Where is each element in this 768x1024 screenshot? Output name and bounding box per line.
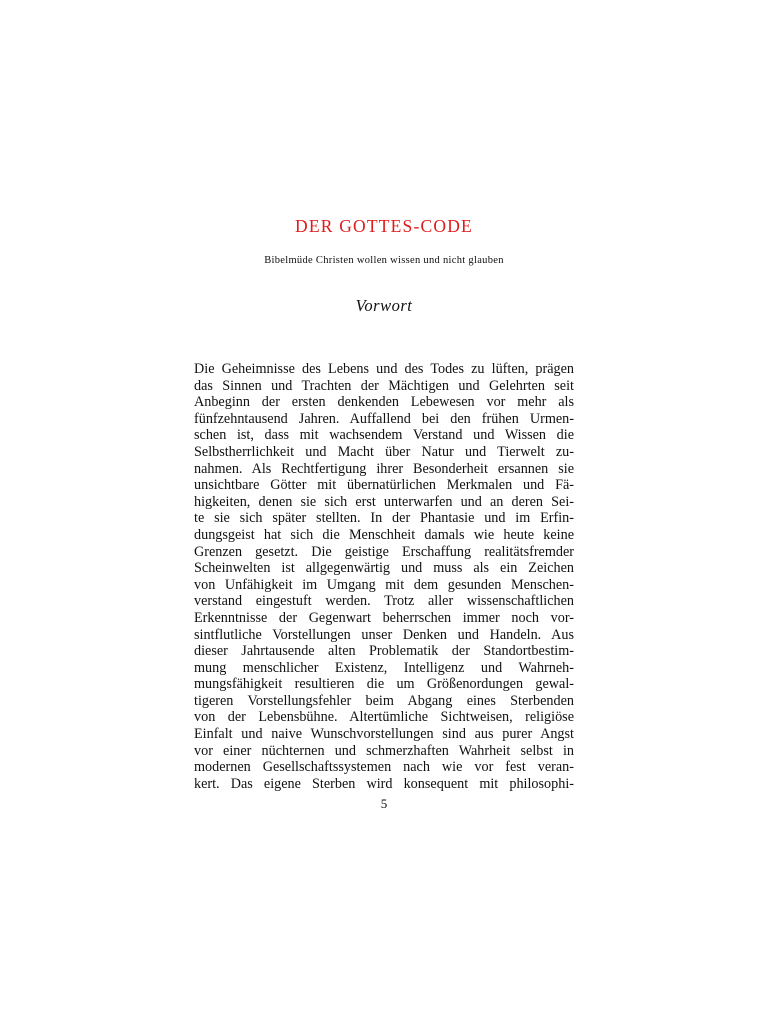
document-title: DER GOTTES-CODE — [295, 216, 473, 236]
text-line: schen ist, dass mit wachsendem Verstand und Wissen die — [194, 427, 574, 444]
text-line: von Unfähigkeit im Umgang mit dem gesunden Menschen- — [194, 576, 574, 593]
text-line: unsichtbare Götter mit übernatürlichen Merkmalen und Fä- — [194, 477, 574, 494]
text-line: mung menschlicher Existenz, Intelligenz und Wahrneh- — [194, 659, 574, 676]
page-number: 5 — [380, 796, 388, 811]
section-heading: Vorwort — [355, 296, 413, 315]
text-line: higkeiten, denen sie sich erst unterwarfen und an deren Sei- — [194, 493, 574, 510]
document-subtitle: Bibelmüde Christen wollen wissen und nicht glauben — [264, 255, 504, 266]
text-line: verstand eingestuft werden. Trotz aller wissenschaftlichen — [194, 593, 574, 610]
text-line: Scheinwelten ist allgegenwärtig und muss als ein Zeichen — [194, 560, 574, 577]
text-line: sintflutliche Vorstellungen unser Denken und Handeln. Aus — [194, 626, 574, 643]
text-line: dieser Jahrtausende alten Problematik der Standortbestim- — [194, 643, 574, 660]
text-line: modernen Gesellschaftssystemen nach wie vor fest veran- — [194, 759, 574, 776]
text-line: nahmen. Als Rechtfertigung ihrer Besonderheit ersannen sie — [194, 460, 574, 477]
text-line: fünfzehntausend Jahren. Auffallend bei den frühen Urmen- — [194, 410, 574, 427]
text-line: tigeren Vorstellungsfehler beim Abgang eines Sterbenden — [194, 692, 574, 709]
text-line: Grenzen gesetzt. Die geistige Erschaffung realitätsfremder — [194, 543, 574, 560]
text-line: Anbeginn der ersten denkenden Lebewesen vor mehr als — [194, 394, 574, 411]
text-line: kert. Das eigene Sterben wird konsequent mit philosophi- — [194, 775, 574, 792]
text-line: Einfalt und naive Wunschvorstellungen sind aus purer Angst — [194, 726, 574, 743]
text-line: vor einer nüchternen und schmerzhaften Wahrheit selbst in — [194, 742, 574, 759]
text-line: dungsgeist hat sich die Menschheit damals wie heute keine — [194, 526, 574, 543]
text-line: mungsfähigkeit resultieren die um Größenordungen gewal- — [194, 676, 574, 693]
text-line: Selbstherrlichkeit und Macht über Natur und Tierwelt zu- — [194, 443, 574, 460]
body-paragraph — [194, 361, 574, 792]
text-line: das Sinnen und Trachten der Mächtigen und Gelehrten seit — [194, 377, 574, 394]
text-line: te sie sich später stellten. In der Phantasie und im Erfin- — [194, 510, 574, 527]
text-line: Erkenntnisse der Gegenwart beherrschen immer noch vor- — [194, 609, 574, 626]
text-line: von der Lebensbühne. Altertümliche Sichtweisen, religiöse — [194, 709, 574, 726]
text-line: Die Geheimnisse des Lebens und des Todes zu lüften, prägen — [194, 361, 574, 377]
